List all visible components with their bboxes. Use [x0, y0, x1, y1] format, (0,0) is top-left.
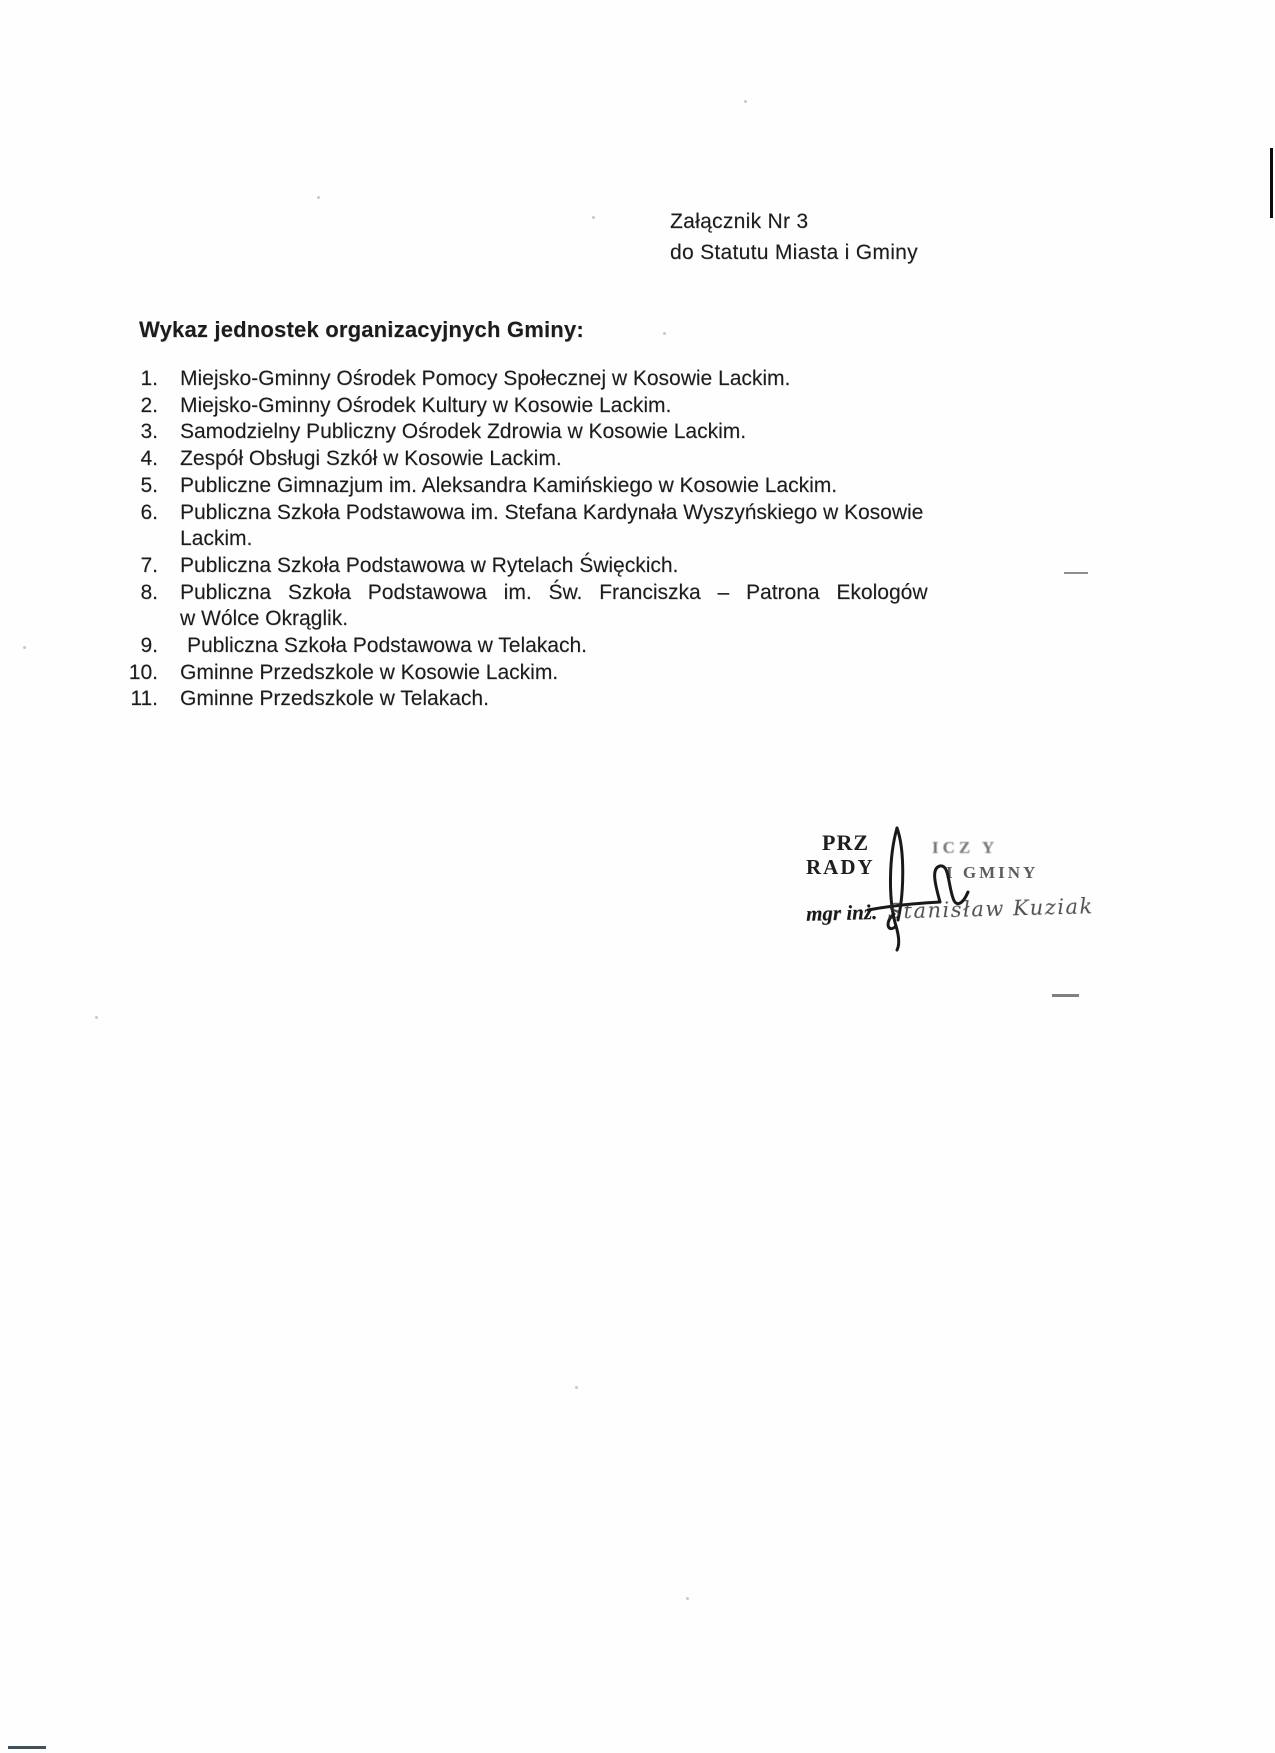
stamp-text-fragment: ICZ Y: [932, 838, 999, 857]
list-item: [0, 553, 1030, 580]
list-item: [0, 500, 1030, 553]
list-item-text: Gminne Przedszkole w Telakach.: [180, 687, 489, 711]
scan-speck: [575, 1386, 578, 1389]
scan-speck: [663, 332, 666, 335]
scan-speck: [744, 100, 747, 103]
list-item-text: Miejsko-Gminny Ośrodek Kultury w Kosowie Lackim.: [180, 393, 672, 417]
signature-stamp-block: [800, 826, 1095, 956]
list-item-text-continued: Lackim.: [180, 527, 253, 551]
scan-dash-artifact: [8, 1746, 46, 1749]
attachment-number: Załącznik Nr 3: [670, 210, 809, 233]
list-item: [0, 633, 1030, 660]
list-item-number: 3.: [140, 420, 158, 444]
list-item-text: Publiczna Szkoła Podstawowa im. Stefana Kardynała Wyszyńskiego w Kosowie: [180, 500, 924, 524]
stamp-text-fragment: I GMINY: [946, 863, 1039, 882]
scan-dash-artifact: [1052, 994, 1079, 997]
scan-speck: [23, 646, 26, 649]
list-item: [0, 393, 1030, 420]
stamp-text-fragment: RADY: [806, 855, 875, 879]
list-item-number: 11.: [130, 687, 158, 711]
signer-name-line: [806, 894, 1094, 927]
scan-edge-artifact: [1270, 148, 1273, 218]
list-item-number: 1.: [140, 367, 158, 390]
list-item-number: 2.: [140, 393, 158, 417]
list-item-number: 10.: [128, 660, 158, 684]
page-title: Wykaz jednostek organizacyjnych Gminy:: [139, 317, 584, 342]
list-item: [0, 419, 1030, 446]
list-item-text: Publiczna Szkoła Podstawowa w Rytelach Święckich.: [180, 553, 679, 577]
list-item-number: 6.: [140, 500, 158, 524]
list-item-number: 7.: [140, 553, 158, 577]
list-item-text: Publiczna Szkoła Podstawowa im. Św. Franciszka – Patrona Ekologów: [180, 580, 928, 604]
scan-speck: [95, 1016, 98, 1019]
handwritten-signature: [850, 822, 1020, 952]
stamp-text-fragment: PRZ: [822, 830, 869, 855]
list-item: [0, 446, 1030, 473]
list-item-text-continued: w Wólce Okrąglik.: [180, 607, 349, 631]
attachment-reference: do Statutu Miasta i Gminy: [670, 241, 918, 264]
list-item-text: Miejsko-Gminny Ośrodek Pomocy Społecznej w Kosowie Lackim.: [180, 367, 791, 390]
list-item-number: 8.: [140, 580, 158, 604]
list-item-number: 5.: [140, 473, 158, 497]
scan-speck: [592, 216, 595, 219]
attachment-header: [670, 206, 918, 268]
organizational-units-list: [0, 366, 1030, 713]
list-item: [0, 366, 1030, 393]
list-item-number: 4.: [140, 447, 158, 471]
signer-name: Stanisław Kuziak: [887, 894, 1095, 924]
signer-title: mgr inż.: [805, 899, 878, 926]
list-item-text: Publiczne Gimnazjum im. Aleksandra Kamińskiego w Kosowie Lackim.: [180, 473, 838, 497]
list-item: [0, 473, 1030, 500]
scan-dash-artifact: [1064, 572, 1088, 574]
list-item: [0, 686, 1030, 713]
list-item-text: Zespół Obsługi Szkół w Kosowie Lackim.: [180, 447, 562, 471]
scan-speck: [317, 196, 320, 199]
list-item: [0, 660, 1030, 687]
scan-speck: [686, 1597, 689, 1600]
list-item: [0, 580, 1030, 633]
list-item-text: Samodzielny Publiczny Ośrodek Zdrowia w Kosowie Lackim.: [180, 420, 747, 444]
list-item-text: Gminne Przedszkole w Kosowie Lackim.: [180, 660, 559, 684]
list-item-number: 9.: [140, 634, 158, 658]
list-item-text: Publiczna Szkoła Podstawowa w Telakach.: [187, 634, 587, 658]
